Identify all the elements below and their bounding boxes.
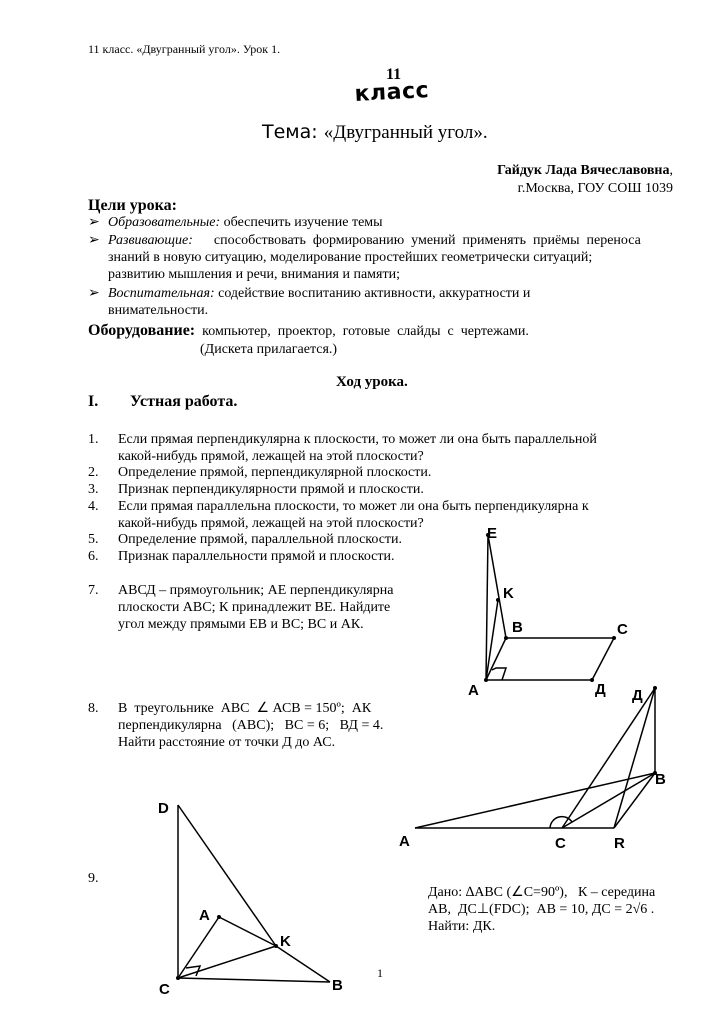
fig1-label-A: A (468, 682, 479, 699)
fig2-label-D: Д (632, 687, 643, 704)
equipment-note: (Дискета прилагается.) (200, 342, 338, 357)
question-8: 8. В треугольнике АВС ∠ АСВ = 150º; АК перпендикулярна (АВС); ВС = 6; ВД = 4. Найти расстояние от точки Д до АС. (88, 701, 384, 750)
course-title: Ход урока. (336, 374, 408, 390)
question-4: 4. Если прямая параллельна плоскости, то может ли она быть перпендикулярна к какой-нибудь прямой, лежащей на этой плоскости? (88, 499, 589, 531)
author-org: г.Москва, ГОУ СОШ 1039 (517, 181, 673, 196)
fig1-label-D: Д (595, 681, 606, 698)
segment-KB (276, 946, 330, 982)
fig1-label-E: E (487, 525, 498, 542)
fig3-label-B: B (332, 977, 343, 994)
arrow-bullet-icon: ➢ (88, 286, 100, 301)
fig1-label-B: B (512, 619, 523, 636)
goal-item: ➢ Воспитательная: содействие воспитанию активности, аккуратности и внимательности. (88, 286, 531, 318)
goal-item: ➢ Образовательные: обеспечить изучение темы (88, 215, 383, 230)
segment-AK (219, 917, 276, 946)
question-9: 9. (88, 871, 99, 886)
grade-word: класс (354, 78, 430, 107)
given-block: Дано: ∆АВС (∠С=90º), К – середина АВ, ДС⊥(FDC); АВ = 10, ДС = 2√6 . Найти: ДК. (428, 885, 656, 934)
fig3-label-A: A (199, 907, 210, 924)
author-block: Гайдук Лада Вячеславовна, г.Москва, ГОУ СОШ 1039 (497, 163, 673, 196)
segment-CB (178, 978, 330, 982)
fig1-label-K: K (503, 585, 514, 602)
section-heading: I. Устная работа. (88, 393, 238, 410)
question-3: 3. Признак перпендикулярности прямой и плоскости. (88, 482, 424, 497)
goal-item: ➢ Развивающие: способствовать формированию умений применять приёмы переноса знаний в новую ситуацию, моделирование простейших геометрически ситуаций; развитию мышления и речи, внимания и памяти; (88, 233, 641, 282)
arrow-bullet-icon: ➢ (88, 233, 100, 248)
question-7: 7. АВСД – прямоугольник; АЕ перпендикулярна плоскости АВС; К принадлежит ВЕ. Найдите угол между прямыми ЕВ и ВС; ВС и АК. (88, 583, 394, 632)
topic-title: «Двугранный угол». (323, 122, 488, 143)
grade-number: 11 (386, 66, 402, 83)
goals-title: Цели урока: (88, 197, 177, 214)
author-name: Гайдук Лада Вячеславовна (497, 163, 670, 178)
fig2-label-R: R (614, 835, 625, 852)
question-1: 1. Если прямая перпендикулярна к плоскости, то может ли она быть параллельной какой-нибудь прямой, лежащей на этой плоскости? (88, 432, 597, 464)
arrow-bullet-icon: ➢ (88, 215, 100, 230)
topic-label: Тема: (262, 121, 318, 143)
page-number: 1 (377, 966, 383, 980)
equipment: Оборудование: компьютер, проектор, готовые слайды с чертежами. (Дискета прилагается.) (88, 322, 529, 357)
fig2-label-A: A (399, 833, 410, 850)
equipment-label: Оборудование: (88, 322, 196, 339)
segment-CK (178, 946, 276, 978)
fig2-label-B: B (655, 771, 666, 788)
question-5: 5. Определение прямой, параллельной плоскости. (88, 532, 403, 547)
question-2: 2. Определение прямой, перпендикулярной плоскости. (88, 465, 432, 480)
segment-DK (178, 805, 276, 946)
question-6: 6. Признак параллельности прямой и плоскости. (88, 549, 395, 564)
fig3-label-D: D (158, 800, 169, 817)
fig3-label-K: K (280, 933, 291, 950)
fig1-label-C: C (617, 621, 628, 638)
fig3-label-C: C (159, 981, 170, 998)
fig2-label-C: C (555, 835, 566, 852)
page-header: 11 класс. «Двугранный угол». Урок 1. (88, 42, 281, 56)
